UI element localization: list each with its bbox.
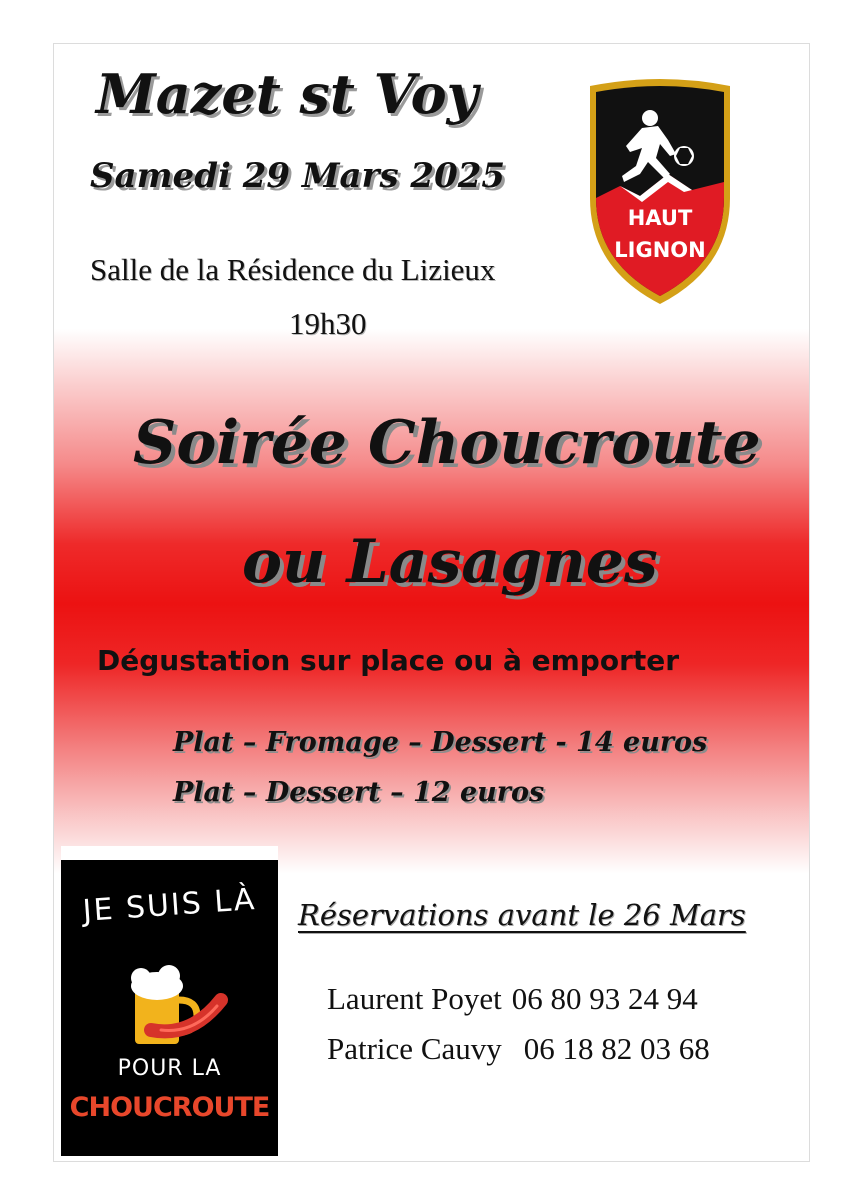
sign-text-line2: POUR LA: [117, 1056, 222, 1081]
event-title-line1: Soirée Choucroute: [133, 408, 761, 478]
event-time: 19h30: [289, 306, 367, 341]
beer-sausage-icon: [121, 960, 231, 1050]
contact-1: [327, 981, 698, 1017]
event-date: Samedi 29 Mars 2025: [90, 156, 506, 196]
sign-text-line1: JE SUIS LÀ: [81, 881, 258, 930]
contact-name: Laurent Poyet: [327, 981, 502, 1016]
menu-option-1: Plat – Fromage – Dessert - 14 euros: [173, 727, 708, 758]
menu-option-2: Plat – Dessert – 12 euros: [173, 777, 545, 808]
event-title-line2: ou Lasagnes: [242, 527, 658, 597]
logo-text-line2: LIGNON: [614, 238, 706, 262]
contact-phone[interactable]: 06 18 82 03 68: [523, 1031, 710, 1066]
logo-text-line1: HAUT: [627, 206, 693, 230]
town-heading: Mazet st Voy: [96, 62, 479, 126]
reservation-heading: Réservations avant le 26 Mars: [298, 898, 746, 932]
venue: Salle de la Résidence du Lizieux: [90, 252, 496, 287]
event-subtitle: Dégustation sur place ou à emporter: [97, 644, 680, 677]
contact-phone[interactable]: 06 80 93 24 94: [511, 981, 698, 1016]
contact-2: [327, 1031, 710, 1067]
crest-icon: [580, 78, 740, 308]
choucroute-sign: [61, 846, 278, 1156]
contact-name: Patrice Cauvy: [327, 1031, 502, 1066]
sign-text-line3: CHOUCROUTE: [69, 1092, 270, 1123]
club-logo: [580, 78, 740, 308]
